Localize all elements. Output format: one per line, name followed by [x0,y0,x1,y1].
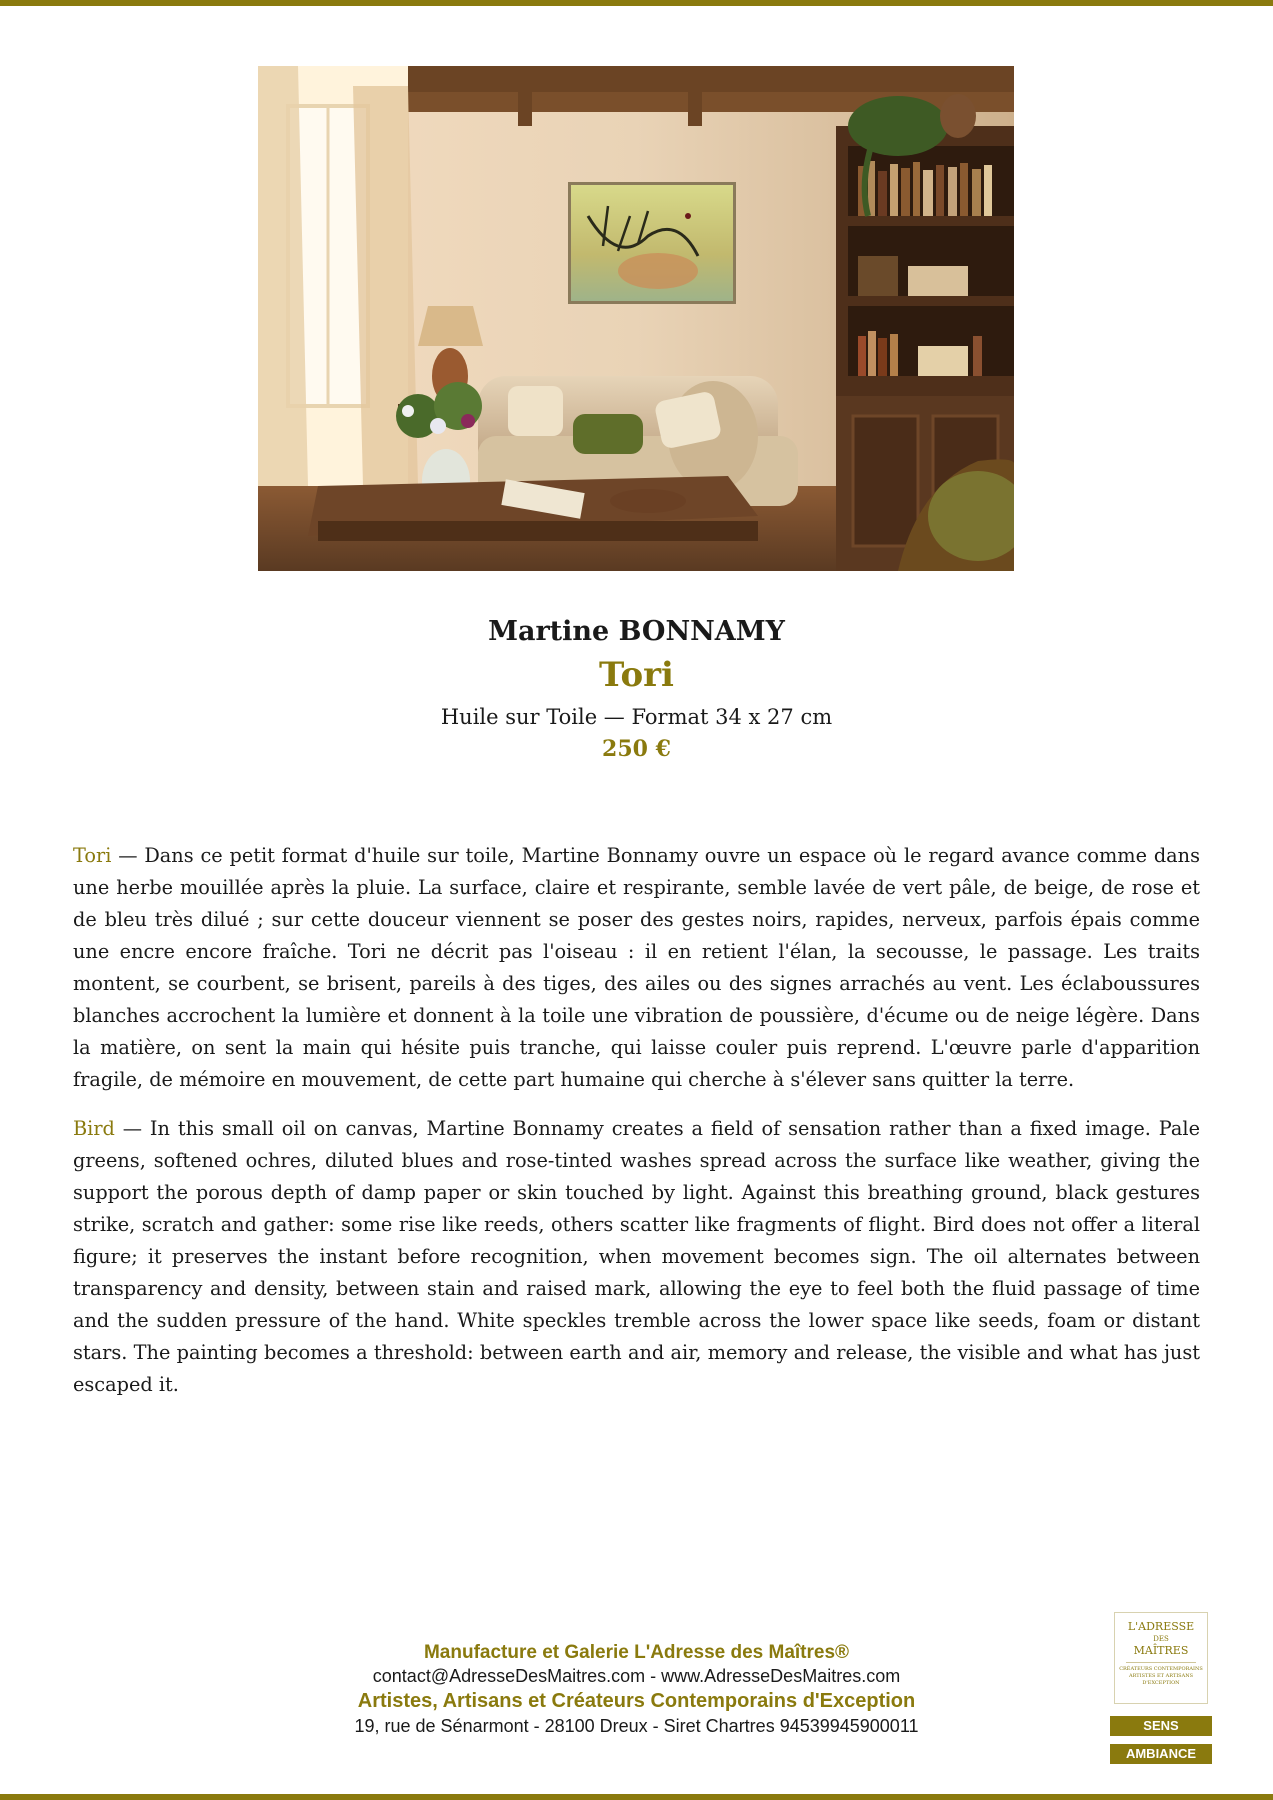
artwork-title: Tori [599,655,674,695]
top-border [0,0,1273,6]
description-english [73,1113,1200,1401]
artist-name: Martine BONNAMY [488,616,785,647]
description-fr-label: Tori [73,844,112,867]
tag-sens: SENS [1110,1716,1212,1736]
room-scene-image [258,66,1014,571]
footer-address: 19, rue de Sénarmont - 28100 Dreux - Siret Chartres 94539945900011 [354,1716,919,1736]
logo-line-3: MAÎTRES [1133,1644,1189,1657]
logo-line-4: CRÉATEURS CONTEMPORAINS ARTISTES ET ARTISANS D'EXCEPTION [1119,1666,1203,1686]
gallery-logo [1114,1612,1208,1704]
artwork-medium: Huile sur Toile — Format 34 x 27 cm [440,705,833,729]
description-fr-text: — Dans ce petit format d'huile sur toile, Martine Bonnamy ouvre un espace où le regard avance comme dans une herbe mouillée après la pluie. La surface, claire et respirante, semble lavée de vert pâle, de beige, de rose et de bleu très dilué ; sur cette douceur viennent se poser des gestes noirs, rapides, nerveux, parfois épais comme une encre encore fraîche. Tori ne décrit pas l'oiseau : il en retient l'élan, la secousse, le passage. Les traits montent, se courbent, se brisent, pareils à des tiges, des ailes ou des signes arrachés au vent. Les éclaboussures blanches accrochent la lumière et donnent à la toile une vibration de poussière, d'écume ou de neige légère. Dans la matière, on sent la main qui hésite puis tranche, qui laisse couler puis reprend. L'œuvre parle d'apparition fragile, de mémoire en mouvement, de cette part humaine qui cherche à s'élever sans quitter la terre. [73,844,1200,1091]
description-en-text: — In this small oil on canvas, Martine Bonnamy creates a field of sensation rather than a fixed image. Pale greens, softened ochres, diluted blues and rose-tinted washes spread across the surface like weather, giving the support the porous depth of damp paper or skin touched by light. Against this breathing ground, black gestures strike, scratch and gather: some rise like reeds, others scatter like fragments of flight. Bird does not offer a literal figure; it preserves the instant before recognition, when movement becomes sign. The oil alternates between transparency and density, between stain and raised mark, allowing the eye to feel both the fluid passage of time and the sudden pressure of the hand. White speckles tremble across the lower space like seeds, foam or distant stars. The painting becomes a threshold: between earth and air, memory and release, the visible and what has just escaped it. [73,1117,1200,1396]
artwork-header [0,612,1273,764]
footer-contact: contact@AdresseDesMaitres.com - www.AdresseDesMaitres.com [372,1666,901,1686]
bottom-border [0,1794,1273,1800]
logo-divider [1126,1662,1196,1663]
logo-line-2: DES [1153,1635,1169,1643]
description-en-label: Bird [73,1117,115,1140]
footer [0,1640,1273,1738]
footer-tagline: Artistes, Artisans et Créateurs Contemporains d'Exception [357,1690,916,1712]
logo-line-1: L'ADRESSE [1127,1620,1195,1633]
artwork-price: 250 € [602,736,671,762]
tag-ambiance: AMBIANCE [1110,1744,1212,1764]
description-french [73,840,1200,1096]
footer-gallery-name: Manufacture et Galerie L'Adresse des Maîtres® [423,1642,850,1663]
